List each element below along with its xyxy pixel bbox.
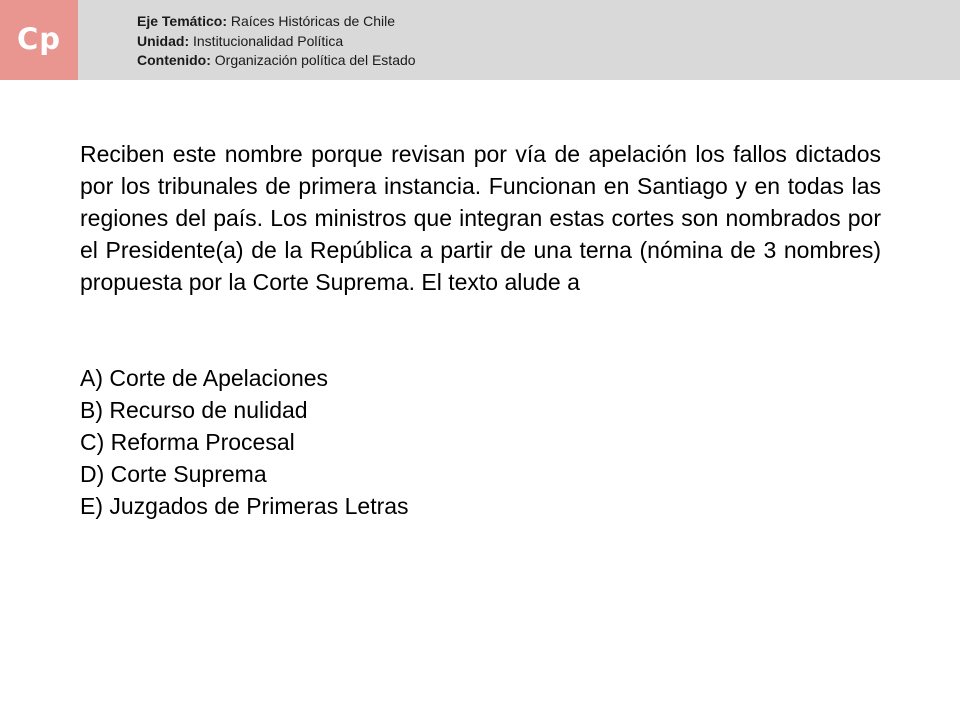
unidad-value: Institucionalidad Política [193,32,344,49]
contenido-value: Organización política del Estado [214,52,416,68]
header-bar [0,0,960,80]
option-d[interactable]: D) Corte Suprema [80,461,267,487]
unidad-label: Unidad: [137,32,190,49]
eje-tematico-value: Raíces Históricas de Chile [230,13,396,29]
option-c[interactable]: C) Reforma Procesal [80,429,295,455]
option-b[interactable]: B) Recurso de nulidad [80,397,308,423]
contenido-label: Contenido: [137,52,211,68]
unidad-line [137,32,416,52]
option-e[interactable]: E) Juzgados de Primeras Letras [80,493,409,519]
eje-tematico-label: Eje Temático: [137,13,227,29]
header-meta [137,12,416,71]
question-text: Reciben este nombre porque revisan por vía de apelación los fallos dictados por los tribunales de primera instancia. Funcionan en Santiago y en todas las regiones del país. Los ministros que integran estas cortes son nombrados por el Presidente(a) de la República a partir de una terna (nómina de 3 nombres) propuesta por la Corte Suprema. El texto alude a [80,141,881,295]
contenido-line [137,51,416,71]
logo [0,0,78,80]
option-a[interactable]: A) Corte de Apelaciones [80,365,329,391]
eje-tematico-line [137,12,416,32]
logo-text: Cp [16,22,62,56]
answer-options [80,362,409,522]
